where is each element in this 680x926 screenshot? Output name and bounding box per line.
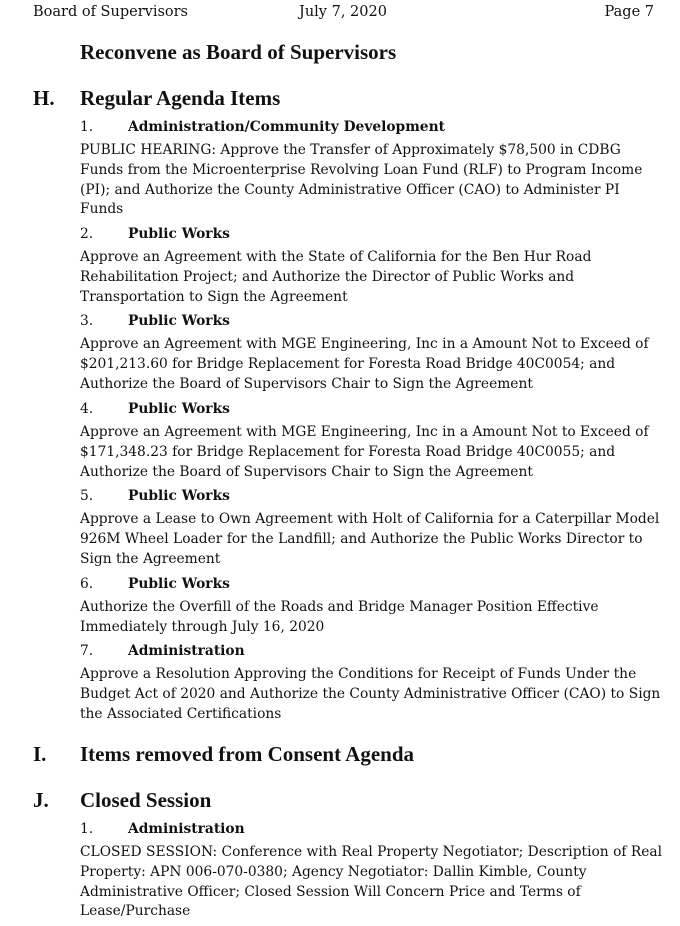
agenda-item-h3	[80, 311, 665, 394]
item-number: 2.	[80, 226, 94, 242]
header-date: July 7, 2020	[299, 4, 387, 20]
header-board-name: Board of Supervisors	[33, 4, 188, 20]
agenda-item-h6	[80, 574, 665, 638]
section-i-letter: I.	[33, 742, 47, 766]
item-description: Approve an Agreement with MGE Engineering, Inc in a Amount Not to Exceed of $171,348.23 for Bridge Replacement for Foresta Road Bridge 40C0055; and Authorize the Board of Supervisors Chair to Sign the Agreement	[80, 424, 649, 480]
item-department: Public Works	[128, 576, 230, 592]
item-number: 5.	[80, 488, 94, 504]
agenda-item-h2	[80, 224, 665, 307]
item-department: Administration/Community Development	[128, 119, 445, 135]
item-description: Approve an Agreement with the State of California for the Ben Hur Road Rehabilitation Project; and Authorize the Director of Public Works and Transportation to Sign the Agreement	[80, 249, 592, 305]
item-department: Public Works	[128, 226, 230, 242]
agenda-item-h7	[80, 641, 665, 724]
section-i-title: Items removed from Consent Agenda	[80, 742, 415, 766]
header-page-number: Page 7	[604, 4, 654, 20]
agenda-item-h4	[80, 399, 665, 482]
item-description: CLOSED SESSION: Conference with Real Property Negotiator; Description of Real Property: APN 006-070-0380; Agency Negotiator: Dallin Kimble, County Administrative Officer; Closed Session Will Concern Price and Terms of Lease/Purchase	[80, 844, 663, 920]
item-department: Public Works	[128, 488, 230, 504]
section-j-letter: J.	[33, 788, 49, 812]
item-number: 4.	[80, 401, 94, 417]
item-department: Public Works	[128, 401, 230, 417]
item-number: 3.	[80, 313, 94, 329]
item-number: 6.	[80, 576, 94, 592]
item-department: Administration	[128, 821, 245, 837]
agenda-item-h5	[80, 486, 665, 569]
section-j-title: Closed Session	[80, 788, 212, 812]
item-number: 1.	[80, 821, 94, 837]
item-description: Approve a Lease to Own Agreement with Holt of California for a Caterpillar Model 926M Wheel Loader for the Landfill; and Authorize the Public Works Director to Sign the Agreement	[80, 511, 660, 567]
item-department: Administration	[128, 643, 245, 659]
item-description: Approve a Resolution Approving the Conditions for Receipt of Funds Under the Budget Act of 2020 and Authorize the County Administrative Officer (CAO) to Sign the Associated Certifications	[80, 666, 661, 722]
item-description: Approve an Agreement with MGE Engineering, Inc in a Amount Not to Exceed of $201,213.60 for Bridge Replacement for Foresta Road Bridge 40C0054; and Authorize the Board of Supervisors Chair to Sign the Agreement	[80, 336, 649, 392]
section-h-title: Regular Agenda Items	[80, 86, 281, 110]
agenda-item-h1	[80, 117, 665, 220]
item-number: 7.	[80, 643, 94, 659]
reconvene-heading: Reconvene as Board of Supervisors	[80, 40, 397, 64]
page-header	[33, 4, 654, 24]
item-number: 1.	[80, 119, 94, 135]
item-description: Authorize the Overfill of the Roads and Bridge Manager Position Effective Immediately through July 16, 2020	[80, 599, 599, 635]
item-department: Public Works	[128, 313, 230, 329]
agenda-item-j1	[80, 819, 665, 922]
section-h-letter: H.	[33, 86, 55, 110]
item-description: PUBLIC HEARING: Approve the Transfer of Approximately $78,500 in CDBG Funds from the Microenterprise Revolving Loan Fund (RLF) to Program Income (PI); and Authorize the County Administrative Officer (CAO) to Administer PI Funds	[80, 142, 643, 218]
